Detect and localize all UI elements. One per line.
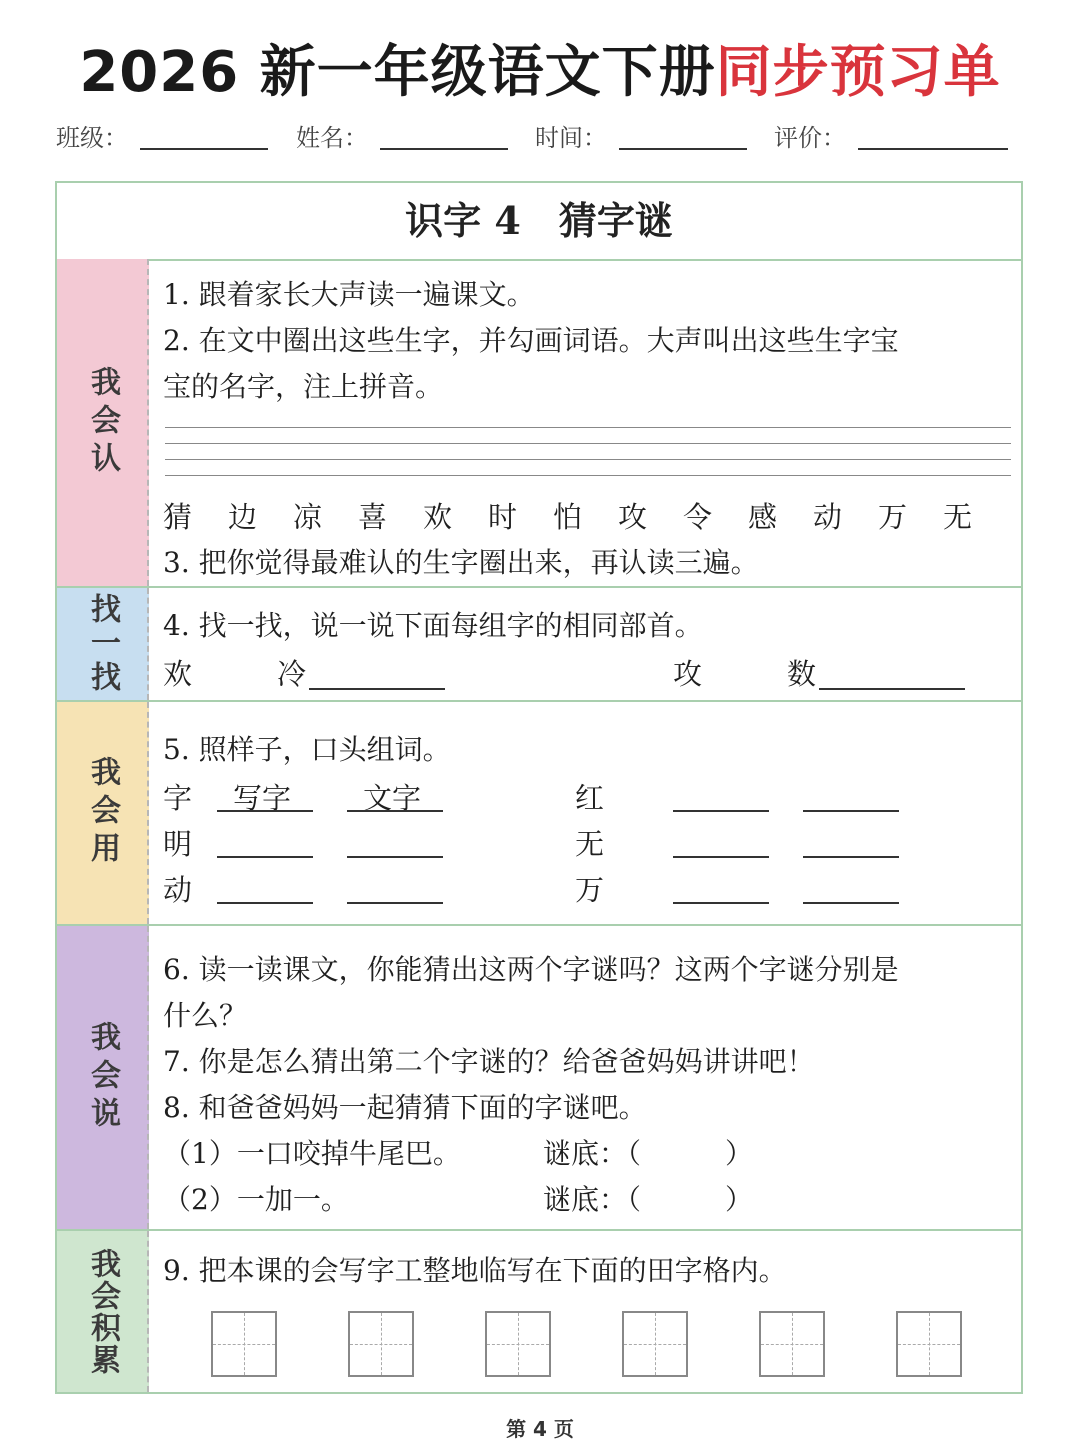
question-3: 3. 把你觉得最难认的生字圈出来，再认读三遍。 — [163, 546, 759, 579]
find-char: 攻 — [673, 657, 703, 691]
word-line[interactable] — [803, 856, 899, 858]
find-char: 冷 — [277, 657, 307, 691]
example-word: 文字 — [363, 781, 422, 815]
worksheet-frame — [55, 181, 1023, 1394]
riddle-1: （1）一口咬掉牛尾巴。 — [163, 1137, 461, 1170]
question-9: 9. 把本课的会写字工整地临写在下面的田字格内。 — [163, 1254, 787, 1287]
word-line[interactable] — [803, 810, 899, 812]
new-char: 凉 — [293, 500, 323, 534]
class-field[interactable] — [140, 148, 268, 150]
section-find — [57, 588, 1021, 702]
pinyin-line[interactable] — [165, 475, 1011, 476]
lesson-title: 识字 4 猜字谜 — [57, 183, 1021, 261]
riddle-answer-2[interactable]: 谜底：（ ） — [543, 1183, 754, 1216]
word-line[interactable] — [803, 902, 899, 904]
riddle-answer-1[interactable]: 谜底：（ ） — [543, 1137, 754, 1170]
word-line[interactable] — [673, 810, 769, 812]
question-6-line2: 什么？ — [163, 999, 248, 1032]
word-line[interactable] — [347, 856, 443, 858]
use-char: 万 — [575, 873, 605, 907]
pinyin-line[interactable] — [165, 459, 1011, 460]
section-label-recognize: 我会认 — [57, 259, 149, 586]
rating-label: 评价： — [774, 124, 846, 152]
section-label-accumulate: 我会积累 — [57, 1231, 149, 1392]
new-char: 欢 — [423, 500, 453, 534]
title-highlight: 同步预习单 — [715, 40, 1001, 105]
tianzige-box[interactable] — [622, 1311, 688, 1377]
rating-field[interactable] — [858, 148, 1008, 150]
pinyin-line[interactable] — [165, 443, 1011, 444]
page-number: 第 4 页 — [506, 1417, 574, 1441]
time-field[interactable] — [619, 148, 747, 150]
section-say — [57, 926, 1021, 1231]
new-char: 万 — [878, 500, 908, 534]
new-char: 边 — [228, 500, 258, 534]
time-label: 时间： — [535, 124, 607, 152]
name-label: 姓名： — [296, 124, 368, 152]
word-line[interactable] — [217, 902, 313, 904]
new-char: 令 — [683, 500, 713, 534]
title-main: 2026 新一年级语文下册 — [79, 40, 716, 105]
example-word: 写字 — [233, 781, 292, 815]
find-char: 欢 — [163, 657, 193, 691]
question-8: 8. 和爸爸妈妈一起猜猜下面的字谜吧。 — [163, 1091, 647, 1124]
word-line[interactable] — [673, 902, 769, 904]
word-line[interactable] — [347, 902, 443, 904]
name-field[interactable] — [380, 148, 508, 150]
question-2-line2: 宝的名字，注上拼音。 — [163, 370, 444, 403]
question-5: 5. 照样子，口头组词。 — [163, 733, 451, 766]
section-use — [57, 702, 1021, 926]
question-4: 4. 找一找，说一说下面每组字的相同部首。 — [163, 609, 703, 642]
section-accumulate — [57, 1231, 1021, 1392]
riddle-2: （2）一加一。 — [163, 1183, 349, 1216]
question-7: 7. 你是怎么猜出第二个字谜的？给爸爸妈妈讲讲吧！ — [163, 1045, 815, 1078]
word-line[interactable] — [217, 856, 313, 858]
word-line — [217, 810, 313, 812]
info-bar — [0, 118, 1080, 158]
use-char: 字 — [163, 781, 193, 815]
new-char: 猜 — [163, 500, 193, 534]
page-title — [0, 28, 1080, 108]
new-char: 感 — [748, 500, 778, 534]
section-recognize — [57, 259, 1021, 588]
question-1: 1. 跟着家长大声读一遍课文。 — [163, 278, 535, 311]
new-char: 无 — [943, 500, 973, 534]
use-char: 动 — [163, 873, 193, 907]
tianzige-box[interactable] — [485, 1311, 551, 1377]
new-char: 攻 — [618, 500, 648, 534]
new-char: 时 — [488, 500, 518, 534]
new-char: 怕 — [553, 500, 583, 534]
section-label-say: 我会说 — [57, 926, 149, 1229]
new-char: 动 — [813, 500, 843, 534]
word-line — [347, 810, 443, 812]
class-label: 班级： — [56, 124, 128, 152]
new-char: 喜 — [358, 500, 388, 534]
find-char: 数 — [787, 657, 817, 691]
tianzige-box[interactable] — [759, 1311, 825, 1377]
radical-answer-line[interactable] — [819, 688, 965, 690]
section-label-find: 找一找 — [57, 588, 149, 700]
tianzige-box[interactable] — [211, 1311, 277, 1377]
question-6-line1: 6. 读一读课文，你能猜出这两个字谜吗？这两个字谜分别是 — [163, 953, 899, 986]
radical-answer-line[interactable] — [309, 688, 445, 690]
question-2-line1: 2. 在文中圈出这些生字，并勾画词语。大声叫出这些生字宝 — [163, 324, 899, 357]
use-char: 明 — [163, 827, 193, 861]
tianzige-box[interactable] — [348, 1311, 414, 1377]
section-label-use: 我会用 — [57, 702, 149, 924]
use-char: 无 — [575, 827, 605, 861]
tianzige-box[interactable] — [896, 1311, 962, 1377]
use-char: 红 — [575, 781, 605, 815]
word-line[interactable] — [673, 856, 769, 858]
pinyin-line[interactable] — [165, 427, 1011, 428]
